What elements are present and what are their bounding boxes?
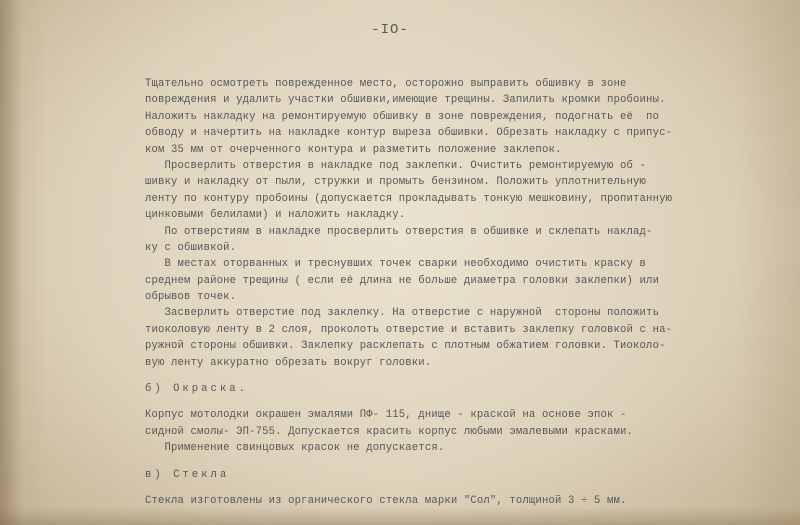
section-heading-glass: в) Стекла	[145, 468, 230, 481]
section-heading-painting: б) Окраска.	[145, 383, 248, 396]
text-line: цинковыми белилами) и наложить накладку.	[145, 209, 406, 222]
text-line: тиоколовую ленту в 2 слоя, проколоть отверстие и вставить заклепку головкой с на-	[145, 323, 673, 336]
text-line: сидной смолы- ЭП-755. Допускается красить корпус любыми эмалевыми красками.	[145, 425, 634, 438]
page-number: -IO-	[371, 22, 409, 38]
text-line: среднем районе трещины ( если её длина не больше диаметра головки заклепки) или	[145, 274, 660, 287]
text-line: Просверлить отверстия в накладке под заклепки. Очистить ремонтируемую об -	[145, 159, 647, 172]
text-line: Наложить накладку на ремонтируемую обшивку в зоне повреждения, подогнать её по	[145, 110, 660, 123]
text-line: ружной стороны обшивки. Заклепку расклепать с плотным обжатием головки. Тиоколо-	[145, 340, 666, 353]
text-line: вую ленту аккуратно обрезать вокруг головки.	[145, 356, 432, 369]
text-line: шивку и накладку от пыли, стружки и промыть бензином. Положить уплотнительную	[145, 176, 647, 189]
text-line: По отверстиям в накладке просверлить отверстия в обшивке и склепать наклад-	[145, 225, 653, 238]
text-line: обрывов точек.	[145, 291, 237, 304]
text-line: Засверлить отверстие под заклепку. На отверстие с наружной стороны положить	[145, 307, 660, 320]
text-line: ком 35 мм от очерченного контура и разметить положение заклепок.	[145, 143, 562, 156]
page-shadow-bottom	[0, 507, 800, 525]
text-line: В местах оторванных и треснувших точек сварки необходимо очистить краску в	[145, 258, 647, 271]
page-shadow-left	[0, 0, 22, 525]
text-line: ку с обшивкой.	[145, 241, 237, 254]
text-line: Применение свинцовых красок не допускается.	[145, 442, 445, 455]
text-line: обводу и начертить на накладке контур выреза обшивки. Обрезать накладку с припус-	[145, 127, 673, 140]
text-line: Стекла изготовлены из органического стекла марки "Сол", толщиной 3 ÷ 5 мм.	[145, 494, 627, 507]
text-line: ленту по контуру пробоины (допускается прокладывать тонкую мешковину, пропитанную	[145, 192, 673, 205]
document-body	[145, 76, 720, 509]
text-line: Тщательно осмотреть поврежденное место, осторожно выправить обшивку в зоне	[145, 78, 627, 90]
text-line: Корпус мотолодки окрашен эмалями ПФ- 115, днище - краской на основе эпок -	[145, 409, 627, 422]
text-line: повреждения и удалить участки обшивки,имеющие трещины. Запилить кромки пробоины.	[145, 94, 666, 107]
